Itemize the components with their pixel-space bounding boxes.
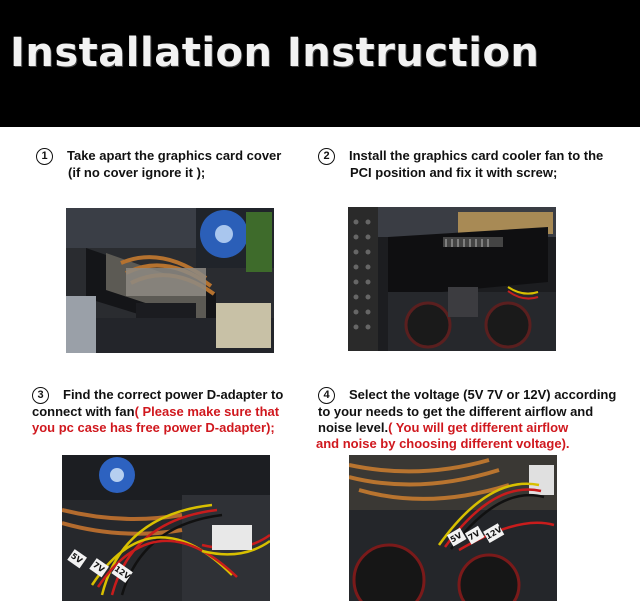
photo-voltage-select	[349, 455, 557, 601]
step-4-line-4: and noise by choosing different voltage).	[316, 436, 570, 452]
page-title: Installation Instruction	[10, 30, 540, 76]
step-1-line-1: Take apart the graphics card cover	[67, 148, 282, 163]
step-4-warning: ( You will get different airflow	[388, 420, 569, 436]
step-2-line-1: Install the graphics card cooler fan to the	[349, 148, 604, 163]
step-1-number: 1	[36, 148, 53, 165]
step-1-text	[36, 148, 281, 181]
photo-power-adapter	[62, 455, 270, 601]
step-2-number: 2	[318, 148, 335, 165]
adapter-label-5v-b: 5V	[448, 530, 464, 545]
adapter-label-12v-b: 12V	[484, 524, 504, 542]
step-4-line-2: to your needs to get the different airflow and	[318, 404, 594, 420]
step-1-line-2: (if no cover ignore it );	[68, 165, 206, 181]
step-3-number: 3	[32, 387, 49, 404]
adapter-label-5v: 5V	[69, 551, 85, 566]
step-4-line-1: Select the voltage (5V 7V or 12V) according	[349, 387, 617, 402]
step-3-line-1: Find the correct power D-adapter to	[63, 387, 284, 402]
adapter-label-7v: 7V	[91, 560, 107, 575]
adapter-label-12v: 12V	[112, 564, 132, 582]
step-3-line-2: connect with fan	[32, 404, 135, 420]
photo-remove-card-cover	[66, 208, 274, 353]
header-banner	[0, 0, 640, 127]
step-4-number: 4	[318, 387, 335, 404]
step-3-warning: ( Please make sure that	[134, 404, 280, 420]
step-3-line-3: you pc case has free power D-adapter);	[32, 420, 275, 436]
photo-install-cooler-fan	[348, 207, 556, 351]
step-2-text	[318, 148, 603, 181]
step-4-text	[318, 387, 616, 452]
step-2-line-2: PCI position and fix it with screw;	[350, 165, 558, 181]
step-4-line-3: noise level.	[318, 420, 389, 436]
step-3-text	[32, 387, 283, 436]
adapter-label-7v-b: 7V	[466, 528, 482, 543]
